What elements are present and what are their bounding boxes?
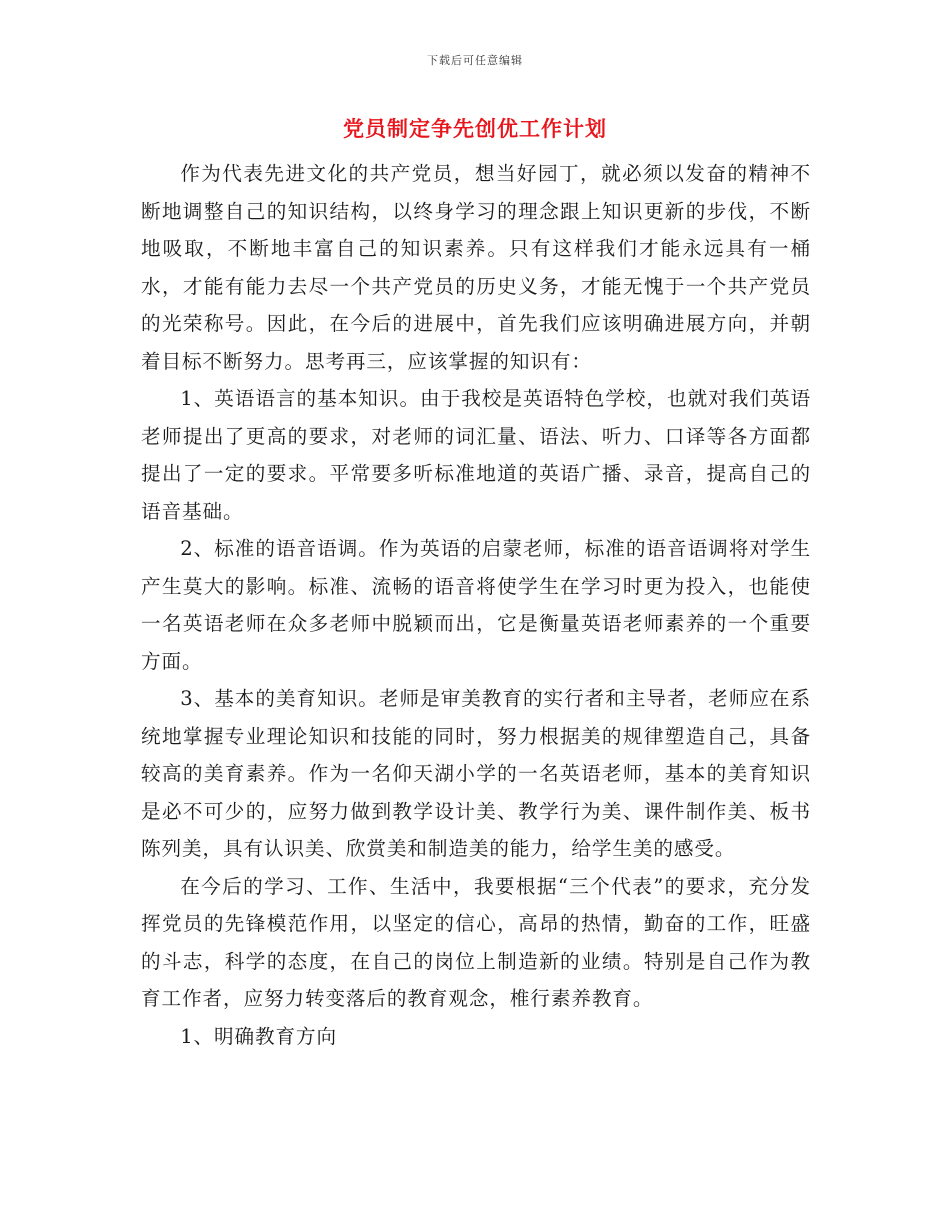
paragraph-aesthetic-education: 3、基本的美育知识。老师是审美教育的实行者和主导者，老师应在系统地掌握专业理论知识和技能的同时，努力根据美的规律塑造自己，具备较高的美育素养。作为一名仰天湖小学的一名英语老师，基本的美育知识是必不可少的，应努力做到教学设计美、教学行为美、课件制作美、板书陈列美，具有认识美、欣赏美和制造美的能力，给学生美的感受。 bbox=[141, 687, 811, 860]
document-body bbox=[141, 155, 811, 1055]
paragraph-english-knowledge: 1、英语语言的基本知识。由于我校是英语特色学校，也就对我们英语老师提出了更高的要求，对老师的词汇量、语法、听力、口译等各方面都提出了一定的要求。平常要多听标准地道的英语广播、录音，提高自己的语音基础。 bbox=[141, 387, 811, 523]
paragraph-future-work: 在今后的学习、工作、生活中，我要根据“三个代表”的要求，充分发挥党员的先锋模范作用，以坚定的信心，高昂的热情，勤奋的工作，旺盛的斗志，科学的态度，在自己的岗位上制造新的业绩。特别是自己作为教育工作者，应努力转变落后的教育观念，椎行素养教育。 bbox=[141, 874, 811, 1010]
header-note: 下载后可任意编辑 bbox=[427, 54, 523, 67]
paragraph-pronunciation: 2、标准的语音语调。作为英语的启蒙老师，标准的语音语调将对学生产生莫大的影响。标准、流畅的语音将使学生在学习时更为投入，也能使一名英语老师在众多老师中脱颖而出，它是衡量英语老师素养的一个重要方面。 bbox=[141, 537, 811, 673]
paragraph-education-direction: 1、明确教育方向 bbox=[180, 1024, 338, 1048]
paragraph-intro: 作为代表先进文化的共产党员，想当好园丁，就必须以发奋的精神不断地调整自己的知识结构，以终身学习的理念跟上知识更新的步伐，不断地吸取，不断地丰富自己的知识素养。只有这样我们才能永远具有一桶水，才能有能力去尽一个共产党员的历史义务，才能无愧于一个共产党员的光荣称号。因此，在今后的进展中，首先我们应该明确进展方向，并朝着目标不断努力。思考再三，应该掌握的知识有： bbox=[141, 162, 811, 373]
document-title: 党员制定争先创优工作计划 bbox=[343, 117, 607, 141]
